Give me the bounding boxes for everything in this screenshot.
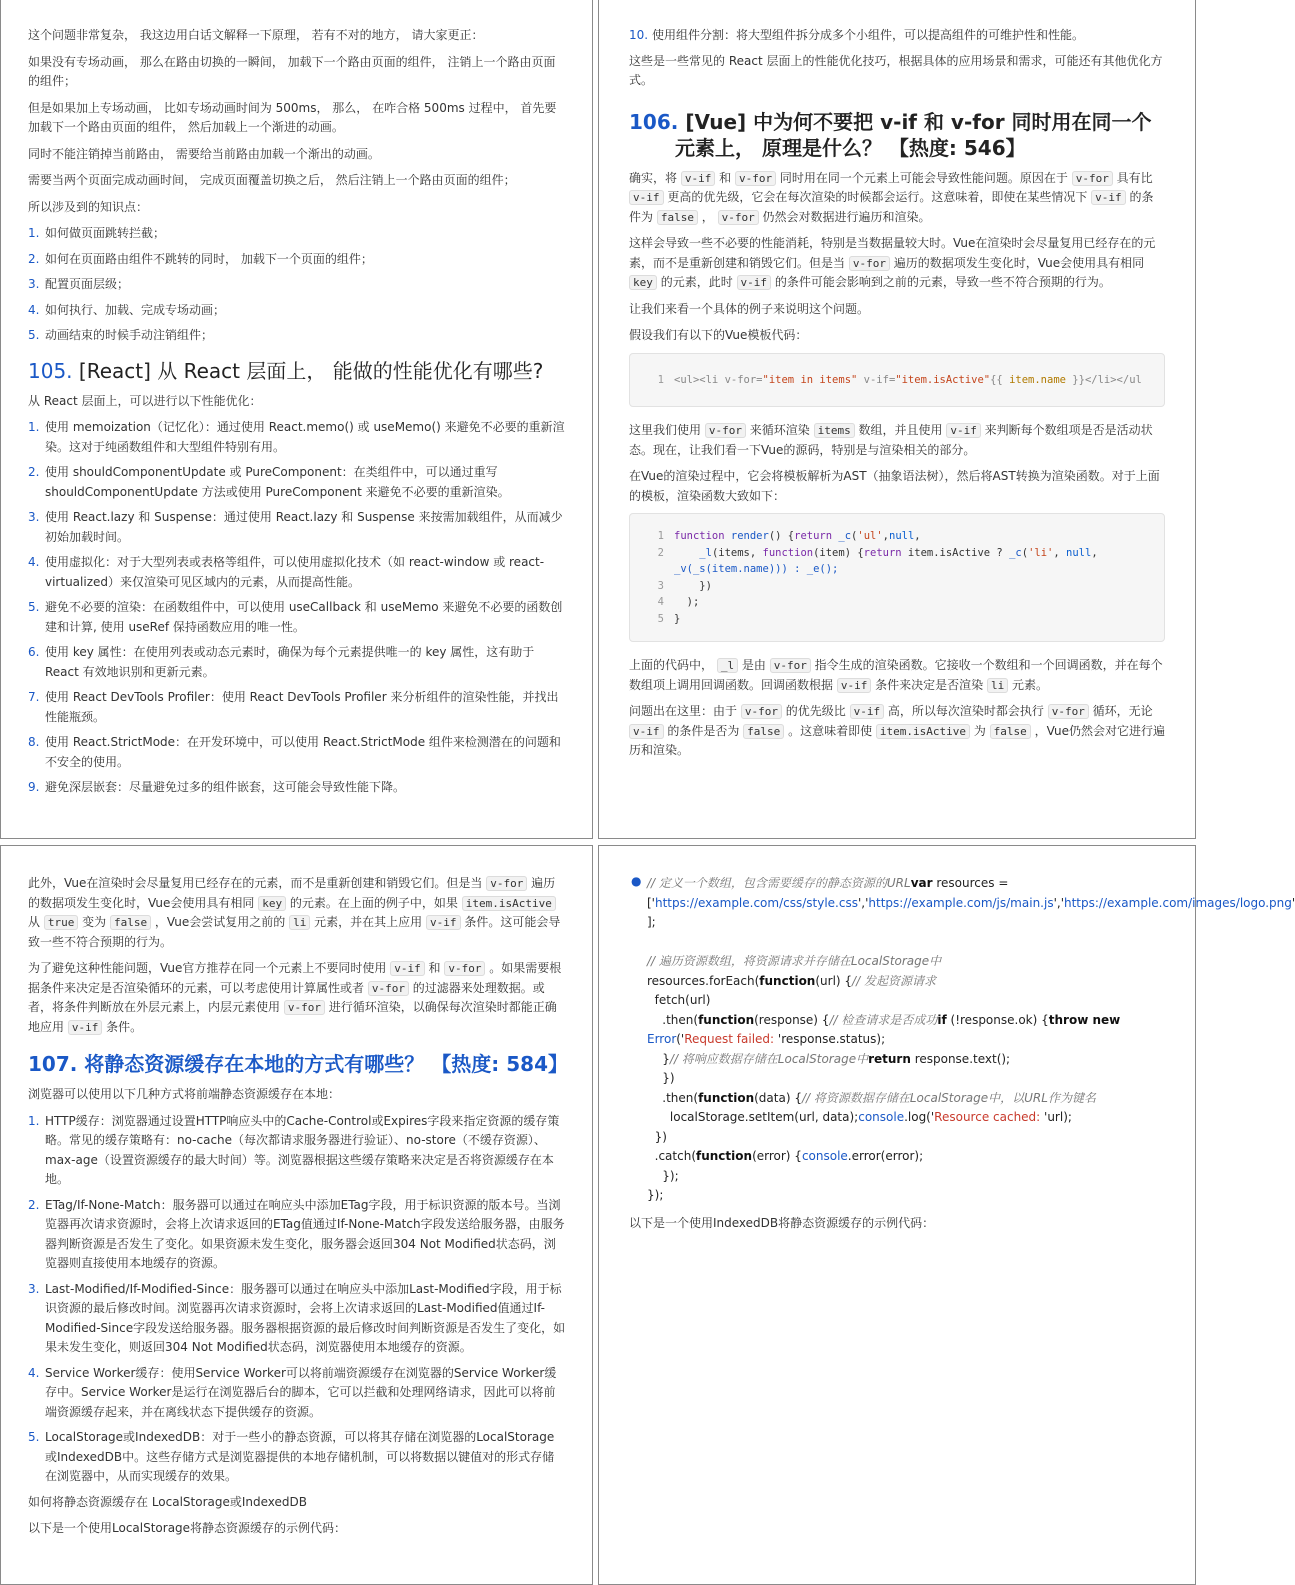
list-item <box>28 250 566 270</box>
list-text: 如何执行、加载、完成专场动画； <box>45 302 226 317</box>
inline-code: v-for <box>284 1000 325 1015</box>
url-link[interactable]: https://example.com/js/main.js <box>868 895 1054 910</box>
list-number: 1. <box>28 420 40 434</box>
react-optimization-list-continued <box>629 26 1165 46</box>
list-number: 3. <box>28 277 40 291</box>
inline-code: li <box>289 915 310 930</box>
code-line-wrap <box>642 561 1152 578</box>
list-item <box>28 275 566 295</box>
inline-code: v-for <box>735 171 776 186</box>
heading-number: 106. <box>629 109 679 134</box>
list-number: 5. <box>28 328 40 342</box>
inline-code: key <box>258 896 286 911</box>
list-number: 2. <box>28 251 40 266</box>
paragraph: 如果没有专场动画， 那么在路由切换的一瞬间， 加载下一个路由页面的组件， 注销上一个路由页面的组件； <box>28 54 556 88</box>
list-text: 如何做页面跳转拦截； <box>45 226 166 240</box>
paragraph: 同时不能注销掉当前路由， 需要给当前路由加载一个渐出的动画。 <box>28 146 380 161</box>
paragraph: 如何将静态资源缓存在 LocalStorage或IndexedDB <box>28 1494 308 1509</box>
list-number: 8. <box>28 735 40 749</box>
paragraph: 假设我们有以下的Vue模板代码： <box>629 328 808 342</box>
inline-code: v-if <box>946 423 981 438</box>
list-item <box>28 688 566 727</box>
list-number: 5. <box>28 600 40 614</box>
paragraph: 此外，Vue在渲染时会尽量复用已经存在的元素，而不是重新创建和销毁它们。但是当 v-for 遍历的数据项发生变化时，Vue会使用具有相同 key 的元素。在上面的例子中，如果 item.isActive 从 true 变为 false ，Vue会尝试复用之前的 li 元素，并在其上应用 v-if 条件。这可能会导致一些不符合预期的行为。 <box>28 876 561 949</box>
code-line: 4 ); <box>657 596 700 608</box>
paragraph: 需要当两个页面完成动画时间， 完成页面覆盖切换之后， 然后注销上一个路由页面的组件； <box>28 173 516 187</box>
list-item <box>28 643 566 682</box>
paragraph: 让我们来看一个具体的例子来说明这个问题。 <box>629 301 870 316</box>
list-item <box>28 1112 566 1190</box>
inline-code: v-for <box>741 704 782 719</box>
page-content <box>28 874 566 1546</box>
inline-code: v-if <box>68 1020 103 1035</box>
inline-code: v-for <box>486 876 527 891</box>
list-item <box>28 1364 566 1423</box>
code-text: // 定义一个数组，包含需要缓存的静态资源的URLvar resources = ['https://example.com/css/style.css','https://example.com/js/main.js','https://example.com/images/logo.png' ]; // 遍历资源数组，将资源请求并存储在LocalStorage中 resources.forEach(function(url) {// 发起资源请求 fetch(url) .then(function(response) {// 检查请求是否成功if (!response.ok) {throw new Error('Request failed: 'response.status); }// 将响应数据存储在LocalStorage中return response.text(); }) .then(function(data) {// 将资源数据存储在LocalStorage中，以URL作为键名 localStorage.setItem(url, data);console.log('Resource cached: 'url); }) .catch(function(error) {console.error(error); }); }); <box>647 876 1295 1202</box>
list-item <box>28 301 566 321</box>
list-text: ETag/If-None-Match：服务器可以通过在响应头中添加ETag字段，用于标识资源的版本号。当浏览器再次请求资源时，会将上次请求返回的ETag值通过If-None-Match字段发送给服务器，由服务器判断资源是否发生了变化。如果资源未发生变化，服务器会返回304 Not Modified状态码，浏览器则直接使用本地缓存的资源。 <box>45 1197 565 1270</box>
list-text: 使用 shouldComponentUpdate 或 PureComponent：在类组件中，可以通过重写 shouldComponentUpdate 方法或使用 PureComponent 来避免不必要的重新渲染。 <box>45 465 510 499</box>
list-item <box>28 224 566 244</box>
inline-code: item.isActive <box>876 724 970 739</box>
inline-code: false <box>657 210 698 225</box>
list-text: 使用 React.StrictMode：在开发环境中，可以使用 React.StrictMode 组件来检测潜在的问题和不安全的使用。 <box>45 735 561 769</box>
bullet-icon: ● <box>631 874 642 888</box>
inline-code: _l <box>717 658 738 673</box>
doc-page-3 <box>0 845 593 1585</box>
paragraph: 这些是一些常见的 React 层面上的性能优化技巧，根据具体的应用场景和需求，可能还有其他优化方式。 <box>629 53 1163 87</box>
paragraph: 上面的代码中， _l 是由 v-for 指令生成的渲染函数。它接收一个数组和一个回调函数，并在每个数组项上调用回调函数。回调函数根据 v-if 条件来决定是否渲染 li 元素。 <box>629 658 1163 692</box>
paragraph: 为了避免这种性能问题，Vue官方推荐在同一个元素上不要同时使用 v-if 和 v-for 。如果需要根据条件来决定是否渲染循环的元素，可以考虑使用计算属性或者 v-for 的过滤器来处理数据。或者，将条件判断放在外层元素上，内层元素使用 v-for 进行循环渲染，以确保每次渲染时都能正确地应用 v-if 条件。 <box>28 961 562 1034</box>
list-number: 4. <box>28 1365 40 1380</box>
knowledge-list <box>28 224 566 346</box>
inline-code: v-for <box>705 423 746 438</box>
list-number: 2. <box>28 1197 40 1212</box>
list-text: 使用组件分割：将大型组件拆分成多个小组件，可以提高组件的可维护性和性能。 <box>652 28 1085 42</box>
paragraph: 以下是一个使用LocalStorage将静态资源缓存的示例代码： <box>28 1521 347 1535</box>
code-line: 2 _l(items, function(item) {return item.isActive ? _c('li', null, <box>657 546 1098 559</box>
inline-code: v-if <box>426 915 461 930</box>
code-line: 1 <ul><li v-for="item in items" v-if="item.isActive"{{ item.name }}</li></ul <box>657 373 1142 386</box>
list-item <box>28 598 566 637</box>
inline-code: false <box>110 915 151 930</box>
inline-code: v-if <box>737 275 772 290</box>
list-text: LocalStorage或IndexedDB：对于一些小的静态资源，可以将其存储在浏览器的LocalStorage或IndexedDB中。这些存储方式是浏览器提供的本地存储机制，可以将数据以键值对的形式存储在浏览器中，从而实现缓存的效果。 <box>45 1430 555 1483</box>
list-number: 2. <box>28 465 40 479</box>
inline-code: v-for <box>849 256 890 271</box>
inline-code: v-if <box>629 724 664 739</box>
list-text: 使用虚拟化：对于大型列表或表格等组件，可以使用虚拟化技术（如 react-window 或 react-virtualized）来仅渲染可见区域内的元素，从而提高性能。 <box>45 555 545 589</box>
list-text: 避免不必要的渲染：在函数组件中，可以使用 useCallback 和 useMemo 来避免不必要的函数创建和计算, 使用 useRef 保持函数应用的唯一性。 <box>45 600 563 634</box>
inline-code: v-for <box>368 981 409 996</box>
paragraph: 以下是一个使用IndexedDB将静态资源缓存的示例代码： <box>629 1215 935 1230</box>
code-line: 3 }) <box>657 579 712 592</box>
cache-methods-list <box>28 1112 566 1487</box>
heading-106 <box>629 109 1165 161</box>
list-item <box>28 463 566 502</box>
inline-code: v-if <box>390 961 425 976</box>
paragraph: 浏览器可以使用以下几种方式将前端静态资源缓存在本地： <box>28 1087 341 1101</box>
inline-code: v-if <box>850 704 885 719</box>
heading-107: 107. 将静态资源缓存在本地的方式有哪些？ 【热度: 584】 <box>28 1052 568 1076</box>
list-item <box>28 733 566 772</box>
page-content <box>28 26 566 804</box>
list-number: 4. <box>28 555 40 569</box>
doc-page-4 <box>598 845 1295 1585</box>
url-link[interactable]: https://example.com/images/logo.png <box>1064 895 1292 910</box>
paragraph: 确实，将 v-if 和 v-for 同时用在同一个元素上可能会导致性能问题。原因在于 v-for 具有比 v-if 更高的优先级，它会在每次渲染的时候都会运行。这意味着，即使在某些情况下 v-if 的条件为 false ， v-for 仍然会对数据进行遍历和渲染。 <box>629 170 1154 224</box>
inline-code: v-for <box>770 658 811 673</box>
inline-code: v-for <box>444 961 485 976</box>
list-number: 7. <box>28 690 40 704</box>
code-continuation: _v(_s(item.name))) : _e(); <box>674 563 839 575</box>
list-item <box>28 326 566 346</box>
list-number: 4. <box>28 302 40 317</box>
list-number: 5. <box>28 1430 40 1444</box>
code-line: 1 function render() {return _c('ul',null, <box>657 530 921 542</box>
list-text: 使用 React DevTools Profiler：使用 React DevTools Profiler 来分析组件的渲染性能，并找出性能瓶颈。 <box>45 690 559 724</box>
page-content <box>629 26 1165 768</box>
paragraph: 这里我们使用 v-for 来循环渲染 items 数组，并且使用 v-if 来判断每个数组项是否是活动状态。现在，让我们看一下Vue的源码，特别是与渲染相关的部分。 <box>629 423 1153 457</box>
inline-code: v-for <box>1048 704 1089 719</box>
list-number: 3. <box>28 1281 40 1296</box>
list-text: Last-Modified/If-Modified-Since：服务器可以通过在响应头中添加Last-Modified字段，用于标识资源的最后修改时间。浏览器再次请求资源时，会将上次请求返回的Last-Modified值通过If-Modified-Since字段发送给服务器。服务器根据资源的最后修改时间判断资源是否发生了变化，如果未发生变化，则返回304 Not Modified状态码，浏览器使用本地缓存的资源。 <box>45 1281 566 1354</box>
inline-code: false <box>743 724 784 739</box>
url-link[interactable]: https://example.com/css/style.css <box>654 895 858 910</box>
paragraph: 问题出在这里：由于 v-for 的优先级比 v-if 高，所以每次渲染时都会执行 v-for 循环，无论 v-if 的条件是否为 false 。这意味着即使 item.isActive 为 false ，Vue仍然会对它进行遍历和渲染。 <box>629 704 1165 757</box>
inline-code: li <box>987 678 1008 693</box>
list-item <box>28 1280 566 1358</box>
inline-code: v-if <box>837 678 872 693</box>
list-item <box>28 508 566 547</box>
paragraph: 从 React 层面上，可以进行以下性能优化： <box>28 393 262 408</box>
paragraph: 所以涉及到的知识点： <box>28 199 149 214</box>
page-content <box>629 874 1295 1240</box>
list-text: 使用 React.lazy 和 Suspense：通过使用 React.lazy 和 Suspense 来按需加载组件，从而减少初始加载时间。 <box>45 510 563 544</box>
doc-page-1 <box>0 0 593 839</box>
inline-code: v-for <box>1072 171 1113 186</box>
paragraph: 但是如果加上专场动画， 比如专场动画时间为 500ms， 那么， 在咋合格 500ms 过程中， 首先要加载下一个路由页面的组件， 然后加载上一个渐进的动画。 <box>28 100 557 134</box>
list-item <box>28 778 566 798</box>
code-bullet-list <box>629 874 1295 1206</box>
code-block-template <box>629 353 1165 408</box>
list-text: 使用 memoization（记忆化）：通过使用 React.memo() 或 useMemo() 来避免不必要的重新渲染。这对于纯函数组件和大型组件特别有用。 <box>45 420 565 454</box>
inline-code: items <box>814 423 855 438</box>
list-item <box>629 26 1165 46</box>
react-optimization-list <box>28 418 566 798</box>
list-text: 避免深层嵌套：尽量避免过多的组件嵌套，这可能会导致性能下降。 <box>45 780 406 794</box>
list-text: 动画结束的时候手动注销组件； <box>45 328 214 342</box>
heading-text: [Vue] 中为何不要把 v-if 和 v-for 同时用在同一个元素上， 原理是什么？ 【热度: 546】 <box>675 109 1152 160</box>
list-number: 1. <box>28 1113 40 1128</box>
doc-page-2 <box>598 0 1196 839</box>
list-text: 配置页面层级； <box>45 277 130 291</box>
inline-code: key <box>629 275 657 290</box>
list-item <box>28 418 566 457</box>
list-number: 9. <box>28 780 40 794</box>
inline-code: v-if <box>629 190 664 205</box>
inline-code: item.isActive <box>462 896 556 911</box>
list-text: Service Worker缓存：使用Service Worker可以将前端资源缓存在浏览器的Service Worker缓存中。Service Worker是运行在浏览器后台的脚本，它可以拦截和处理网络请求，因此可以将前端资源缓存起来，并在离线状态下提供缓存的资源。 <box>45 1365 557 1419</box>
paragraph: 这个问题非常复杂， 我这边用白话文解释一下原理， 若有不对的地方， 请大家更正： <box>28 28 484 42</box>
list-item <box>28 1196 566 1274</box>
list-item <box>28 1428 566 1487</box>
code-block-render <box>629 513 1165 642</box>
inline-code: true <box>44 915 79 930</box>
list-item <box>28 553 566 592</box>
list-number: 6. <box>28 645 40 659</box>
inline-code: v-if <box>1091 190 1126 205</box>
list-text: HTTP缓存：浏览器通过设置HTTP响应头中的Cache-Control或Expires字段来指定资源的缓存策略。常见的缓存策略有：no-cache（每次都请求服务器进行验证）、no-store（不缓存资源）、max-age（设置资源缓存的最大时间）等。浏览器根据这些缓存策略来决定是否将资源缓存在本地。 <box>45 1113 560 1186</box>
list-text: 如何在页面路由组件不跳转的同时， 加载下一个页面的组件； <box>45 251 373 266</box>
list-number: 1. <box>28 226 40 240</box>
heading-number: 105. <box>28 358 73 383</box>
list-number: 3. <box>28 510 40 524</box>
list-number: 10. <box>629 28 649 42</box>
paragraph: 在Vue的渲染过程中，它会将模板解析为AST（抽象语法树），然后将AST转换为渲染函数。对于上面的模板，渲染函数大致如下： <box>629 469 1160 503</box>
paragraph: 这样会导致一些不必要的性能消耗，特别是当数据量较大时。Vue在渲染时会尽量复用已经存在的元素，而不是重新创建和销毁它们。但是当 v-for 遍历的数据项发生变化时，Vue会使用具有相同 key 的元素，此时 v-if 的条件可能会影响到之前的元素，导致一些不符合预期的行为。 <box>629 236 1156 289</box>
heading-105 <box>28 358 566 384</box>
code-line: 5 } <box>657 612 681 625</box>
list-text: 使用 key 属性：在使用列表或动态元素时，确保为每个元素提供唯一的 key 属性，这有助于 React 有效地识别和更新元素。 <box>45 645 535 679</box>
heading-text: [React] 从 React 层面上， 能做的性能优化有哪些? <box>78 358 544 383</box>
inline-code: false <box>990 724 1031 739</box>
list-item <box>629 874 1295 1206</box>
inline-code: v-for <box>718 210 759 225</box>
inline-code: v-if <box>681 171 716 186</box>
